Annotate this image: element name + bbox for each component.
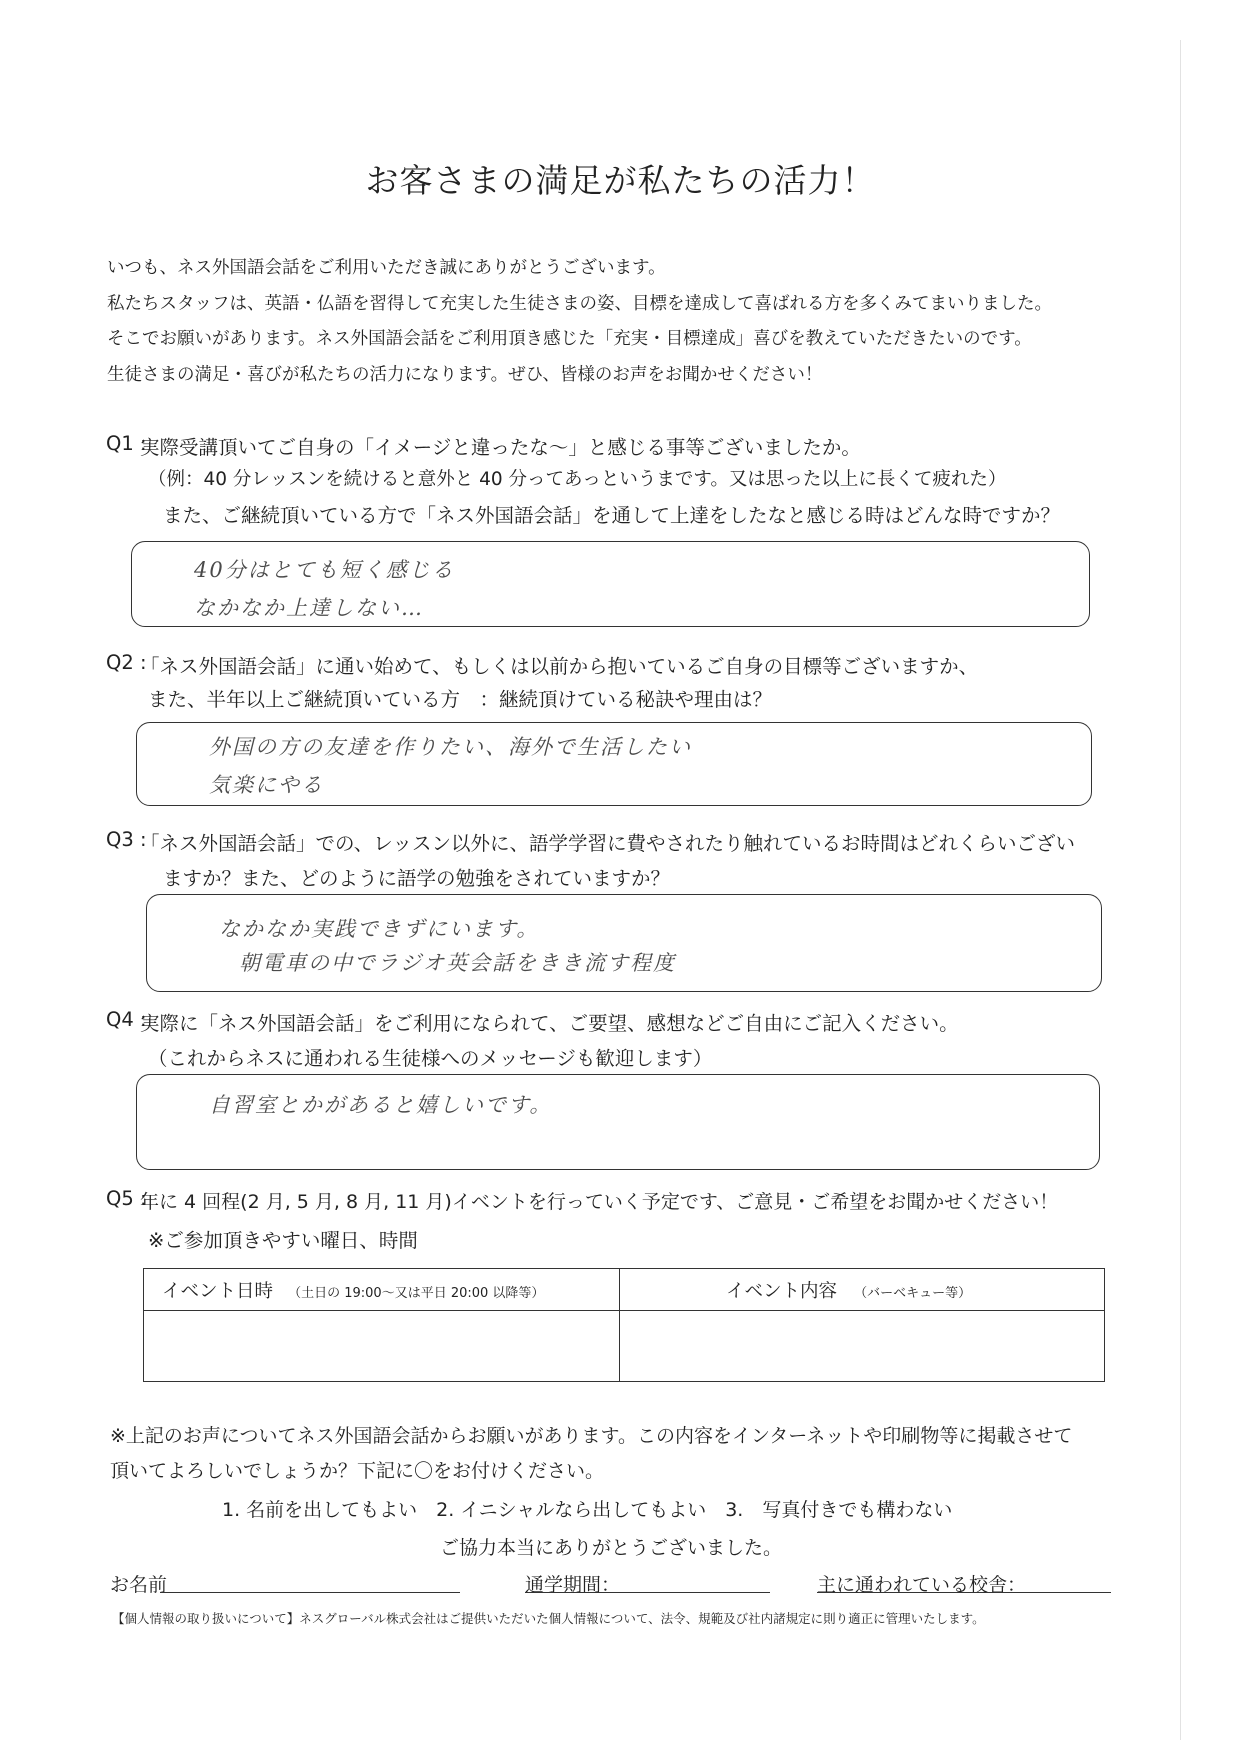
q3-answer-line-1: なかなか実践できずにいます。 bbox=[219, 917, 540, 941]
q3-text-line-2: ますか？また、どのように語学の勉強をされていますか？ bbox=[163, 867, 671, 890]
q5-text-line-2: ※ご参加頂きやすい曜日、時間 bbox=[148, 1229, 418, 1252]
intro-line-2: 私たちスタッフは、英語・仏語を習得して充実した生徒さまの姿、目標を達成して喜ばれる方を多くみてまいりました。 bbox=[107, 294, 1052, 314]
q3-number: Q3 : bbox=[106, 828, 147, 851]
event-content-note: （バーベキュー等） bbox=[854, 1285, 972, 1301]
thank-you-message: ご協力本当にありがとうございました。 bbox=[440, 1537, 783, 1559]
publication-request-line-2: 頂いてよろしいでしょうか？下記に〇をお付けください。 bbox=[110, 1460, 605, 1482]
q3-answer-line-2: 朝電車の中でラジオ英会話をきき流す程度 bbox=[239, 951, 676, 975]
period-field[interactable] bbox=[525, 1592, 770, 1593]
q1-text-line-3: また、ご継続頂いている方で「ネス外国語会話」を通して上達をしたなと感じる時はどんな時ですか？ bbox=[163, 504, 1061, 527]
q2-text-line-1: 「ネス外国語会話」に通い始めて、もしくは以前から抱いているご自身の目標等ございますか、 bbox=[140, 655, 979, 678]
event-date-input[interactable] bbox=[144, 1311, 620, 1382]
name-field[interactable] bbox=[160, 1592, 460, 1593]
page-title: お客さまの満足が私たちの活力！ bbox=[365, 161, 876, 200]
q2-text-line-2: また、半年以上ご継続頂いている方 ：継続頂けている秘訣や理由は？ bbox=[148, 688, 773, 711]
event-date-note: （土日の 19:00～又は平日 20:00 以降等） bbox=[288, 1285, 545, 1301]
q1-answer-line-1: 40分はとても短く感じる bbox=[194, 558, 455, 582]
intro-line-3: そこでお願いがあります。ネス外国語会話をご利用頂き感じた「充実・目標達成」喜びを教えていただきたいのです。 bbox=[107, 329, 1032, 349]
event-content-label: イベント内容 bbox=[726, 1280, 838, 1302]
q4-text-line-2: （これからネスに通われる生徒様へのメッセージも歓迎します） bbox=[148, 1047, 713, 1070]
q4-number: Q4 : bbox=[106, 1008, 147, 1031]
q2-number: Q2 : bbox=[106, 651, 147, 674]
q1-answer-box bbox=[131, 541, 1090, 627]
publication-options: 1. 名前を出してもよい 2. イニシャルなら出してもよい 3. 写真付きでも構わない bbox=[222, 1499, 953, 1521]
q5-text-line-1: 年に 4 回程(2 月, 5 月, 8 月, 11 月)イベントを行っていく予定です、ご意見・ご希望をお聞かせください！ bbox=[140, 1191, 1059, 1213]
privacy-footer: 【個人情報の取り扱いについて】ネスグローバル株式会社はご提供いただいた個人情報について、法令、規範及び社内諸規定に則り適正に管理いたします。 bbox=[112, 1611, 985, 1626]
intro-line-1: いつも、ネス外国語会話をご利用いただき誠にありがとうございます。 bbox=[107, 258, 666, 278]
q1-number: Q1 : bbox=[106, 432, 147, 455]
q3-text-line-1: 「ネス外国語会話」での、レッスン以外に、語学学習に費やされたり触れているお時間はどれくらいござい bbox=[140, 832, 1076, 855]
q3-answer-box bbox=[146, 894, 1102, 992]
q1-text-line-1: 実際受講頂いてご自身の「イメージと違ったな～」と感じる事等ございましたか。 bbox=[140, 436, 861, 459]
page-edge-line bbox=[1180, 40, 1181, 1740]
q1-answer-line-2: なかなか上達しない… bbox=[194, 596, 424, 620]
event-table bbox=[143, 1268, 1105, 1382]
q2-answer-box bbox=[136, 722, 1092, 806]
period-label: 通学期間： bbox=[525, 1574, 621, 1596]
q1-text-line-2: （例：40 分レッスンを続けると意外と 40 分ってあっというまです。又は思った以上に長くて疲れた） bbox=[148, 469, 1007, 490]
q5-number: Q5 : bbox=[106, 1187, 147, 1210]
intro-line-4: 生徒さまの満足・喜びが私たちの活力になります。ぜひ、皆様のお声をお聞かせください！ bbox=[107, 365, 823, 385]
school-field[interactable] bbox=[817, 1592, 1111, 1593]
event-date-header bbox=[144, 1269, 620, 1311]
q4-text-line-1: 実際に「ネス外国語会話」をご利用になられて、ご要望、感想などご自由にご記入ください。 bbox=[140, 1012, 959, 1035]
school-label: 主に通われている校舎： bbox=[817, 1574, 1027, 1596]
publication-request-line-1: ※上記のお声についてネス外国語会話からお願いがあります。この内容をインターネットや印刷物等に掲載させて bbox=[110, 1425, 1073, 1447]
event-content-input[interactable] bbox=[620, 1311, 1105, 1382]
event-date-label: イベント日時 bbox=[162, 1280, 274, 1302]
q2-answer-line-2: 気楽にやる bbox=[209, 773, 324, 797]
q4-answer-box bbox=[136, 1074, 1100, 1170]
name-label: お名前 bbox=[110, 1574, 168, 1596]
q2-answer-line-1: 外国の方の友達を作りたい、海外で生活したい bbox=[209, 735, 692, 759]
event-content-header bbox=[620, 1269, 1105, 1311]
q4-answer-line-1: 自習室とかがあると嬉しいです。 bbox=[209, 1093, 553, 1117]
